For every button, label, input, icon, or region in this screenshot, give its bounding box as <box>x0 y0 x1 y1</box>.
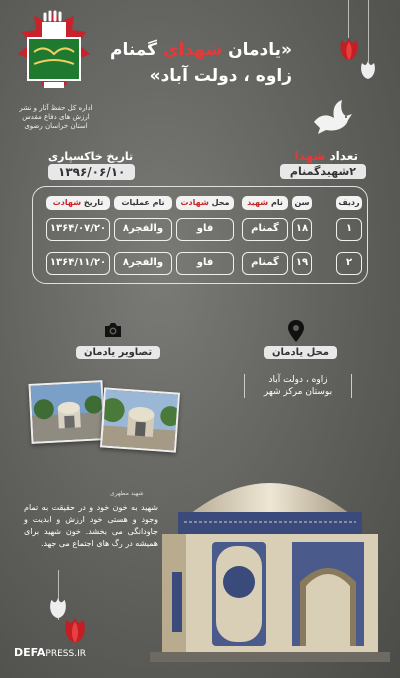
red-tulip-icon <box>60 614 90 646</box>
table-data-cell: ۱۳۶۴/۰۷/۲۰ <box>46 218 110 241</box>
photos-label: تصاویر یادمان <box>76 346 160 359</box>
table-header-cell: تاریخ شهادت <box>46 196 110 210</box>
flower-string <box>368 0 369 62</box>
dove-icon <box>310 100 354 136</box>
table-data-cell: گمنام <box>242 218 288 241</box>
table-data-cell: والفجر۸ <box>114 218 172 241</box>
table-header-cell: نام عملیات <box>114 196 172 210</box>
memorial-photo <box>100 387 180 452</box>
table-data-cell: ۱۹ <box>292 252 312 275</box>
red-tulip-icon <box>336 36 362 62</box>
table-data-cell: ۱ <box>336 218 362 241</box>
table-data-cell: فاو <box>176 218 234 241</box>
flower-string <box>348 0 349 38</box>
table-header-cell: سن <box>292 196 312 210</box>
quote-author: شهید مطهری <box>110 490 144 497</box>
camera-icon <box>104 322 122 338</box>
page-title: «یادمان شهدای گمنام <box>110 40 292 60</box>
organization-name: اداره کل حفظ آثار و نشر ارزش های دفاع مقدس استان خراسان رضوی <box>19 104 93 130</box>
memorial-dome-illustration <box>150 462 390 662</box>
burial-date-label: تاریخ خاکسپاری <box>48 150 134 163</box>
table-data-cell: گمنام <box>242 252 288 275</box>
martyr-count-value: ۲شهیدگمنام <box>280 164 366 179</box>
burial-date-value: ۱۳۹۶/۰۶/۱۰ <box>48 164 135 180</box>
table-data-cell: ۱۳۶۴/۱۱/۲۰ <box>46 252 110 275</box>
quote-text: شهید به خون خود و در حقیقت به تمام وجود و هستی خود ارزش و ابدیت و جاودانگی می بخشد. خون شهید برای همیشه در رگ های اجتماع می جهد. <box>24 503 158 548</box>
martyr-count-label: تعداد شهدا <box>294 149 358 163</box>
table-header-cell: ردیف <box>336 196 362 210</box>
table-data-cell: فاو <box>176 252 234 275</box>
map-pin-icon <box>288 320 304 342</box>
location-address: زاوه ، دولت آباد بوستان مرکز شهر <box>244 374 352 398</box>
location-label: محل یادمان <box>264 346 337 359</box>
table-data-cell: والفجر۸ <box>114 252 172 275</box>
table-header-cell: محل شهادت <box>176 196 234 210</box>
table-data-cell: ۲ <box>336 252 362 275</box>
organization-logo <box>14 8 94 108</box>
memorial-photo <box>28 380 105 444</box>
defapress-watermark: DEFAPRESS.IR <box>14 646 86 659</box>
white-tulip-icon <box>358 60 378 80</box>
table-header-cell: نام شهید <box>242 196 288 210</box>
page-subtitle: زاوه ، دولت آباد» <box>149 66 292 86</box>
table-data-cell: ۱۸ <box>292 218 312 241</box>
